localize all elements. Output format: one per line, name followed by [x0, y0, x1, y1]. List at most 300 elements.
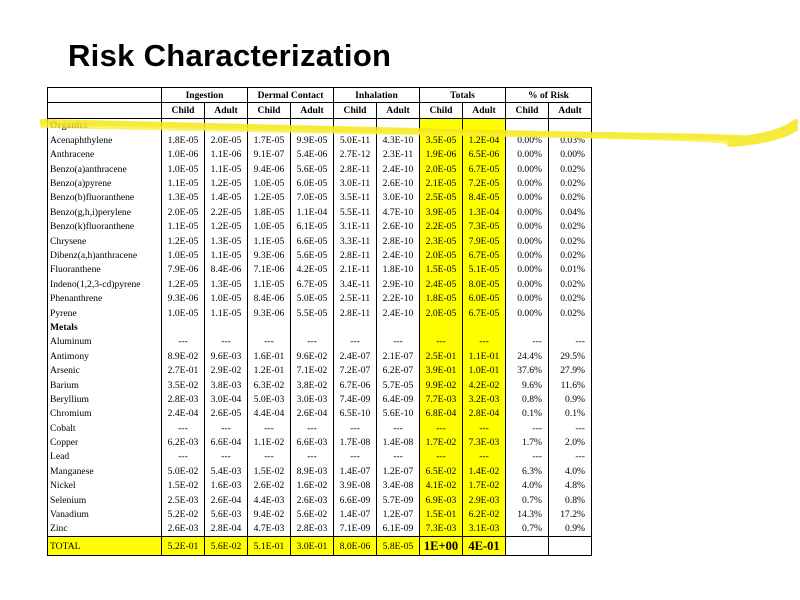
empty-cell — [248, 320, 291, 334]
value-cell: 6.7E-05 — [463, 248, 506, 262]
group-header-totals: Totals — [420, 88, 506, 103]
value-cell: 1.1E-05 — [162, 176, 205, 190]
value-cell: 0.00% — [549, 148, 592, 162]
chemical-name: Nickel — [48, 479, 162, 493]
value-cell: --- — [549, 450, 592, 464]
value-cell: 5.6E-02 — [291, 507, 334, 521]
value-cell: --- — [334, 450, 377, 464]
value-cell: 1.0E-06 — [162, 148, 205, 162]
value-cell: 4.7E-10 — [377, 205, 420, 219]
sub-header-child: Child — [162, 103, 205, 118]
value-cell: 4.2E-02 — [463, 378, 506, 392]
value-cell: 2.6E-10 — [377, 220, 420, 234]
value-cell: 2.4E-10 — [377, 248, 420, 262]
value-cell: 0.00% — [506, 263, 549, 277]
chemical-name: Cobalt — [48, 421, 162, 435]
section-label: Metals — [48, 320, 162, 334]
value-cell: 1.0E-05 — [162, 306, 205, 320]
empty-cell — [162, 320, 205, 334]
value-cell: 1.2E-05 — [205, 220, 248, 234]
value-cell: 1.4E-02 — [463, 464, 506, 478]
value-cell: 3.9E-01 — [420, 363, 463, 377]
value-cell: 6.3% — [506, 464, 549, 478]
value-cell: 7.0E-05 — [291, 191, 334, 205]
value-cell: 6.8E-04 — [420, 407, 463, 421]
value-cell: --- — [420, 421, 463, 435]
value-cell: 6.7E-05 — [291, 277, 334, 291]
value-cell: 6.0E-05 — [463, 291, 506, 305]
chemical-name: Antimony — [48, 349, 162, 363]
value-cell: 1.2E-05 — [162, 234, 205, 248]
value-cell: 0.1% — [506, 407, 549, 421]
value-cell: 1.1E-01 — [463, 349, 506, 363]
value-cell: 9.3E-06 — [162, 291, 205, 305]
value-cell: 0.02% — [549, 277, 592, 291]
value-cell: 2.6E-04 — [291, 407, 334, 421]
empty-cell — [377, 118, 420, 133]
value-cell: 7.2E-07 — [334, 363, 377, 377]
total-label: TOTAL — [48, 537, 162, 556]
value-cell: 2.7E-12 — [334, 148, 377, 162]
value-cell: --- — [248, 450, 291, 464]
value-cell: 1.1E-05 — [205, 248, 248, 262]
value-cell: 1.5E-05 — [420, 263, 463, 277]
value-cell: 4.4E-04 — [248, 407, 291, 421]
value-cell: 1.5E-02 — [248, 464, 291, 478]
value-cell: --- — [506, 450, 549, 464]
value-cell: --- — [162, 450, 205, 464]
sub-header-adult: Adult — [463, 103, 506, 118]
value-cell: 3.9E-05 — [420, 205, 463, 219]
table-row — [48, 464, 592, 478]
value-cell: --- — [377, 450, 420, 464]
value-cell: 5.7E-09 — [377, 493, 420, 507]
value-cell: 2.4E-04 — [162, 407, 205, 421]
value-cell: 1.0E-05 — [248, 176, 291, 190]
table-row — [48, 349, 592, 363]
group-header-dermal: Dermal Contact — [248, 88, 334, 103]
chemical-name: Fluoranthene — [48, 263, 162, 277]
value-cell: 2.0E-05 — [420, 162, 463, 176]
value-cell: 2.6E-02 — [248, 479, 291, 493]
value-cell: 7.3E-05 — [463, 220, 506, 234]
chemical-name: Benzo(a)pyrene — [48, 176, 162, 190]
table-row — [48, 507, 592, 521]
value-cell: 2.4E-10 — [377, 306, 420, 320]
value-cell: 3.4E-08 — [377, 479, 420, 493]
chemical-name: Vanadium — [48, 507, 162, 521]
value-cell: --- — [162, 335, 205, 349]
chemical-name: Acenaphthylene — [48, 133, 162, 147]
value-cell: 0.9% — [549, 392, 592, 406]
value-cell: 6.6E-04 — [205, 435, 248, 449]
value-cell: 9.9E-02 — [420, 378, 463, 392]
value-cell: 6.7E-05 — [463, 306, 506, 320]
value-cell: 1.2E-07 — [377, 507, 420, 521]
value-cell: 3.0E-04 — [205, 392, 248, 406]
empty-cell — [420, 118, 463, 133]
value-cell: 8.0E-05 — [463, 277, 506, 291]
group-header-row — [48, 88, 592, 103]
value-cell: 4.4E-03 — [248, 493, 291, 507]
table-row — [48, 335, 592, 349]
value-cell: 0.04% — [549, 205, 592, 219]
value-cell: --- — [291, 335, 334, 349]
table-row — [48, 378, 592, 392]
chemical-name: Barium — [48, 378, 162, 392]
value-cell: 1.0E-05 — [248, 220, 291, 234]
value-cell: 0.7% — [506, 522, 549, 537]
value-cell: 0.00% — [506, 133, 549, 147]
value-cell: 3.4E-11 — [334, 277, 377, 291]
value-cell: 1.6E-03 — [205, 479, 248, 493]
value-cell: 2.1E-05 — [420, 176, 463, 190]
value-cell: 1.3E-05 — [205, 234, 248, 248]
value-cell: 3.8E-03 — [205, 378, 248, 392]
value-cell: 7.1E-02 — [291, 363, 334, 377]
value-cell: 9.4E-02 — [248, 507, 291, 521]
value-cell: 1.1E-02 — [248, 435, 291, 449]
value-cell: 2.1E-07 — [377, 349, 420, 363]
value-cell: 5.0E-05 — [291, 291, 334, 305]
table-row — [48, 263, 592, 277]
empty-cell — [291, 118, 334, 133]
value-cell: 1.2E-05 — [205, 176, 248, 190]
value-cell: 1.1E-04 — [291, 205, 334, 219]
value-cell: 7.7E-03 — [420, 392, 463, 406]
value-cell: 0.00% — [506, 162, 549, 176]
value-cell: 0.9% — [549, 522, 592, 537]
value-cell: 3.9E-08 — [334, 479, 377, 493]
group-header-inhalation: Inhalation — [334, 88, 420, 103]
value-cell: 5.6E-03 — [205, 507, 248, 521]
value-cell: 2.6E-04 — [205, 493, 248, 507]
chemical-name: Chrysene — [48, 234, 162, 248]
value-cell: --- — [549, 421, 592, 435]
value-cell: 5.5E-05 — [291, 306, 334, 320]
value-cell: 1.6E-02 — [291, 479, 334, 493]
value-cell: 3.5E-05 — [420, 133, 463, 147]
sub-header-adult: Adult — [549, 103, 592, 118]
value-cell: 1.4E-07 — [334, 507, 377, 521]
value-cell: 1.1E-05 — [205, 162, 248, 176]
chemical-name: Phenanthrene — [48, 291, 162, 305]
value-cell: 0.02% — [549, 176, 592, 190]
value-cell: 6.5E-06 — [463, 148, 506, 162]
value-cell: 2.4E-10 — [377, 162, 420, 176]
value-cell: --- — [162, 421, 205, 435]
value-cell: --- — [377, 421, 420, 435]
total-row — [48, 537, 592, 556]
value-cell: 1.1E-05 — [162, 220, 205, 234]
value-cell: 0.8% — [506, 392, 549, 406]
empty-cell — [334, 118, 377, 133]
empty-cell — [291, 320, 334, 334]
value-cell: 1.4E-05 — [205, 191, 248, 205]
value-cell: 5.0E-11 — [334, 133, 377, 147]
page-title: Risk Characterization — [68, 38, 392, 73]
value-cell: 3.1E-11 — [334, 220, 377, 234]
value-cell: 0.02% — [549, 248, 592, 262]
value-cell: --- — [205, 335, 248, 349]
value-cell: 1.8E-05 — [420, 291, 463, 305]
value-cell: 6.2E-07 — [377, 363, 420, 377]
value-cell: 9.9E-05 — [291, 133, 334, 147]
value-cell: 4.1E-02 — [420, 479, 463, 493]
value-cell: 27.9% — [549, 363, 592, 377]
value-cell: 1.8E-05 — [162, 133, 205, 147]
value-cell: 7.3E-03 — [420, 522, 463, 537]
value-cell: 0.8% — [549, 493, 592, 507]
chemical-name: Lead — [48, 450, 162, 464]
value-cell: 2.8E-11 — [334, 248, 377, 262]
value-cell: 7.4E-09 — [334, 392, 377, 406]
value-cell: --- — [291, 450, 334, 464]
total-value-cell: 5.2E-01 — [162, 537, 205, 556]
total-value-cell: 5.8E-05 — [377, 537, 420, 556]
total-value-cell: 3.0E-01 — [291, 537, 334, 556]
table-row — [48, 191, 592, 205]
value-cell: 1.1E-05 — [205, 306, 248, 320]
value-cell: 2.2E-10 — [377, 291, 420, 305]
value-cell: 6.6E-09 — [334, 493, 377, 507]
value-cell: --- — [463, 335, 506, 349]
value-cell: 4.3E-10 — [377, 133, 420, 147]
value-cell: 3.5E-02 — [162, 378, 205, 392]
value-cell: 1.7E-05 — [248, 133, 291, 147]
value-cell: 0.02% — [549, 191, 592, 205]
chemical-name: Anthracene — [48, 148, 162, 162]
value-cell: --- — [205, 421, 248, 435]
value-cell: 1.1E-05 — [248, 234, 291, 248]
value-cell: 5.6E-05 — [291, 162, 334, 176]
table-row — [48, 176, 592, 190]
value-cell: 1.2E-05 — [248, 191, 291, 205]
value-cell: 2.4E-05 — [420, 277, 463, 291]
value-cell: 3.0E-11 — [334, 176, 377, 190]
value-cell: 2.8E-11 — [334, 306, 377, 320]
value-cell: 2.7E-01 — [162, 363, 205, 377]
value-cell: 0.00% — [506, 191, 549, 205]
value-cell: 3.8E-02 — [291, 378, 334, 392]
value-cell: 2.8E-04 — [205, 522, 248, 537]
section-row — [48, 320, 592, 334]
value-cell: 0.00% — [506, 248, 549, 262]
value-cell: 2.5E-03 — [162, 493, 205, 507]
value-cell: 2.0E-05 — [205, 133, 248, 147]
value-cell: 2.8E-11 — [334, 162, 377, 176]
value-cell: 7.1E-06 — [248, 263, 291, 277]
sub-header-adult: Adult — [291, 103, 334, 118]
value-cell: 5.4E-03 — [205, 464, 248, 478]
value-cell: 1.9E-06 — [420, 148, 463, 162]
empty-cell — [463, 320, 506, 334]
chemical-name: Selenium — [48, 493, 162, 507]
total-value-cell: 5.6E-02 — [205, 537, 248, 556]
value-cell: 0.7% — [506, 493, 549, 507]
value-cell: 0.02% — [549, 220, 592, 234]
value-cell: 2.2E-05 — [205, 205, 248, 219]
table-row — [48, 205, 592, 219]
risk-table-body — [48, 118, 592, 555]
value-cell: 1.5E-02 — [162, 479, 205, 493]
value-cell: 0.00% — [506, 306, 549, 320]
value-cell: 4.7E-03 — [248, 522, 291, 537]
chemical-name: Benzo(b)fluoranthene — [48, 191, 162, 205]
total-value-cell: 4E-01 — [463, 537, 506, 556]
value-cell: 1.1E-06 — [205, 148, 248, 162]
value-cell: 4.8% — [549, 479, 592, 493]
total-value-cell — [549, 537, 592, 556]
value-cell: 1.7E-08 — [334, 435, 377, 449]
value-cell: --- — [506, 335, 549, 349]
value-cell: 1.7% — [506, 435, 549, 449]
corner-cell-2 — [48, 103, 162, 118]
value-cell: 1.8E-05 — [248, 205, 291, 219]
value-cell: 9.3E-06 — [248, 248, 291, 262]
value-cell: --- — [420, 450, 463, 464]
value-cell: 1.3E-05 — [205, 277, 248, 291]
value-cell: 7.1E-09 — [334, 522, 377, 537]
sub-header-adult: Adult — [377, 103, 420, 118]
value-cell: 5.0E-02 — [162, 464, 205, 478]
table-row — [48, 493, 592, 507]
value-cell: 0.00% — [506, 176, 549, 190]
value-cell: 5.7E-05 — [377, 378, 420, 392]
value-cell: 11.6% — [549, 378, 592, 392]
sub-header-child: Child — [248, 103, 291, 118]
value-cell: 0.02% — [549, 162, 592, 176]
value-cell: 2.5E-01 — [420, 349, 463, 363]
sub-header-row — [48, 103, 592, 118]
value-cell: 2.9E-02 — [205, 363, 248, 377]
value-cell: 2.4E-07 — [334, 349, 377, 363]
value-cell: --- — [334, 421, 377, 435]
total-value-cell: 1E+00 — [420, 537, 463, 556]
value-cell: 1.7E-02 — [463, 479, 506, 493]
empty-cell — [506, 320, 549, 334]
value-cell: 0.02% — [549, 306, 592, 320]
value-cell: 7.9E-06 — [162, 263, 205, 277]
chemical-name: Copper — [48, 435, 162, 449]
value-cell: 1.7E-02 — [420, 435, 463, 449]
value-cell: 4.0% — [549, 464, 592, 478]
table-row — [48, 148, 592, 162]
value-cell: 2.0% — [549, 435, 592, 449]
value-cell: 2.8E-03 — [291, 522, 334, 537]
value-cell: 9.1E-07 — [248, 148, 291, 162]
empty-cell — [377, 320, 420, 334]
value-cell: 9.3E-06 — [248, 306, 291, 320]
value-cell: 9.4E-06 — [248, 162, 291, 176]
chemical-name: Indeno(1,2,3-cd)pyrene — [48, 277, 162, 291]
value-cell: 9.6E-03 — [205, 349, 248, 363]
value-cell: 24.4% — [506, 349, 549, 363]
value-cell: 1.2E-04 — [463, 133, 506, 147]
value-cell: 3.1E-03 — [463, 522, 506, 537]
value-cell: 2.1E-11 — [334, 263, 377, 277]
value-cell: 4.0% — [506, 479, 549, 493]
value-cell: 1.3E-05 — [162, 191, 205, 205]
value-cell: --- — [506, 421, 549, 435]
empty-cell — [162, 118, 205, 133]
total-value-cell: 5.1E-01 — [248, 537, 291, 556]
section-label: Organics — [48, 118, 162, 133]
value-cell: 2.6E-10 — [377, 176, 420, 190]
value-cell: 2.5E-11 — [334, 291, 377, 305]
empty-cell — [205, 118, 248, 133]
value-cell: 2.0E-05 — [420, 306, 463, 320]
value-cell: 6.4E-09 — [377, 392, 420, 406]
value-cell: 0.03% — [549, 133, 592, 147]
value-cell: --- — [334, 335, 377, 349]
value-cell: 0.00% — [506, 220, 549, 234]
table-row — [48, 450, 592, 464]
value-cell: 2.9E-03 — [463, 493, 506, 507]
value-cell: 37.6% — [506, 363, 549, 377]
value-cell: 0.00% — [506, 205, 549, 219]
empty-cell — [549, 320, 592, 334]
value-cell: 5.1E-05 — [463, 263, 506, 277]
empty-cell — [205, 320, 248, 334]
chemical-name: Benzo(a)anthracene — [48, 162, 162, 176]
value-cell: 0.1% — [549, 407, 592, 421]
value-cell: 2.8E-04 — [463, 407, 506, 421]
value-cell: --- — [291, 421, 334, 435]
value-cell: 0.01% — [549, 263, 592, 277]
value-cell: 1.2E-01 — [248, 363, 291, 377]
table-row — [48, 421, 592, 435]
section-row — [48, 118, 592, 133]
value-cell: 1.0E-05 — [162, 162, 205, 176]
value-cell: 6.3E-02 — [248, 378, 291, 392]
empty-cell — [506, 118, 549, 133]
value-cell: 3.2E-03 — [463, 392, 506, 406]
value-cell: 2.3E-05 — [420, 234, 463, 248]
value-cell: --- — [205, 450, 248, 464]
empty-cell — [463, 118, 506, 133]
table-row — [48, 306, 592, 320]
value-cell: 8.9E-03 — [291, 464, 334, 478]
risk-table — [47, 87, 592, 556]
value-cell: 8.4E-06 — [205, 263, 248, 277]
value-cell: 1.3E-04 — [463, 205, 506, 219]
value-cell: 1.0E-05 — [162, 248, 205, 262]
value-cell: 2.0E-05 — [162, 205, 205, 219]
value-cell: 5.0E-03 — [248, 392, 291, 406]
value-cell: 6.1E-05 — [291, 220, 334, 234]
value-cell: 5.2E-02 — [162, 507, 205, 521]
value-cell: 6.7E-06 — [334, 378, 377, 392]
sub-header-adult: Adult — [205, 103, 248, 118]
value-cell: 0.00% — [506, 291, 549, 305]
chemical-name: Benzo(k)fluoranthene — [48, 220, 162, 234]
value-cell: --- — [248, 421, 291, 435]
value-cell: 0.02% — [549, 291, 592, 305]
value-cell: 1.5E-01 — [420, 507, 463, 521]
table-row — [48, 479, 592, 493]
value-cell: 3.0E-10 — [377, 191, 420, 205]
value-cell: 3.5E-11 — [334, 191, 377, 205]
value-cell: 2.2E-05 — [420, 220, 463, 234]
group-header-percent: % of Risk — [506, 88, 592, 103]
value-cell: 0.00% — [506, 234, 549, 248]
value-cell: 9.6E-02 — [291, 349, 334, 363]
value-cell: 7.2E-05 — [463, 176, 506, 190]
table-row — [48, 291, 592, 305]
value-cell: --- — [549, 335, 592, 349]
value-cell: 6.6E-05 — [291, 234, 334, 248]
